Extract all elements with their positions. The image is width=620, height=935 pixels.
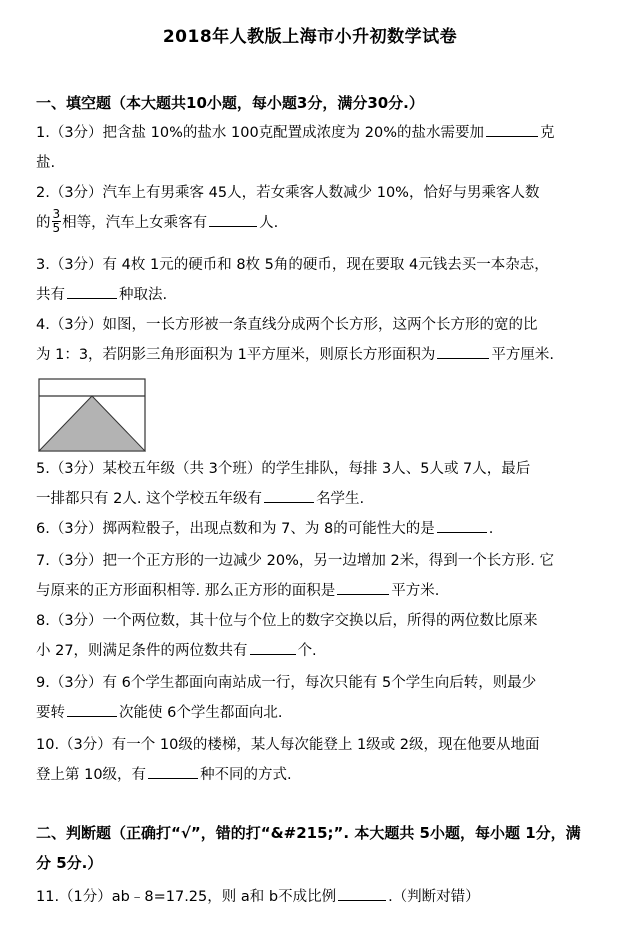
answer-blank bbox=[437, 340, 489, 359]
fraction-numerator: 3 bbox=[52, 206, 61, 221]
page-title: 2018年人教版上海市小升初数学试卷 bbox=[162, 27, 458, 47]
question-1-text-2: 盐. bbox=[36, 155, 56, 171]
question-2-unit: 人. bbox=[259, 215, 279, 231]
question-3-text-2: 共有 bbox=[36, 287, 65, 303]
question-8-text-2: 小 27，则满足条件的两位数共有 bbox=[36, 643, 248, 659]
answer-blank bbox=[264, 484, 314, 503]
question-10-text-3: 种不同的方式. bbox=[200, 767, 292, 783]
question-1-text: 1.（3分）把含盐 10%的盐水 100克配置成浓度为 20%的盐水需要加 bbox=[36, 125, 485, 141]
question-4-text: 4.（3分）如图，一长方形被一条直线分成两个长方形，这两个长方形的宽的比 bbox=[36, 317, 538, 333]
answer-blank bbox=[486, 118, 538, 137]
question-10-text-2: 登上第 10级，有 bbox=[36, 767, 147, 783]
question-11 bbox=[36, 882, 584, 912]
question-2 bbox=[36, 178, 584, 238]
question-7 bbox=[36, 546, 584, 606]
rectangle-figure bbox=[38, 378, 146, 452]
question-6-text: 6.（3分）掷两粒骰子，出现点数和为 7、为 8的可能性大的是 bbox=[36, 521, 435, 537]
answer-blank bbox=[67, 280, 117, 299]
question-10-text: 10.（3分）有一个 10级的楼梯，某人每次能登上 1级或 2级，现在他要从地面 bbox=[36, 737, 540, 753]
question-1-unit: 克 bbox=[540, 125, 555, 141]
question-3-text-3: 种取法. bbox=[119, 287, 168, 303]
answer-blank bbox=[148, 760, 198, 779]
question-6 bbox=[36, 514, 584, 544]
question-8 bbox=[36, 606, 584, 666]
section-2-heading-line-2: 分 5分.） bbox=[36, 854, 103, 872]
question-5-text-3: 名学生. bbox=[316, 491, 365, 507]
answer-blank bbox=[67, 698, 117, 717]
answer-blank bbox=[437, 514, 487, 533]
question-2-text: 2.（3分）汽车上有男乘客 45人，若女乘客人数减少 10%，恰好与男乘客人数 bbox=[36, 185, 540, 201]
question-6-text-2: . bbox=[488, 521, 494, 537]
question-11-text-2: .（判断对错） bbox=[388, 889, 480, 905]
question-2-text-2: 的 bbox=[36, 215, 51, 231]
question-9-text-2: 要转 bbox=[36, 705, 65, 721]
fraction-denominator: 5 bbox=[52, 220, 61, 235]
question-2-text-3: 相等，汽车上女乘客有 bbox=[62, 215, 208, 231]
fraction bbox=[52, 208, 62, 235]
question-8-unit: 个. bbox=[297, 643, 317, 659]
answer-blank bbox=[250, 636, 296, 655]
question-5-text-2: 一排都只有 2人. 这个学校五年级有 bbox=[36, 491, 263, 507]
question-4 bbox=[36, 310, 584, 370]
question-4-unit: 平方厘米. bbox=[491, 347, 555, 363]
answer-blank bbox=[337, 576, 389, 595]
section-2-heading bbox=[36, 818, 596, 878]
question-5-text: 5.（3分）某校五年级（共 3个班）的学生排队，每排 3人、5人或 7人，最后 bbox=[36, 461, 531, 477]
question-11-text: 11.（1分）ab﹣8=17.25，则 a和 b不成比例 bbox=[36, 889, 337, 905]
answer-blank bbox=[338, 882, 386, 901]
question-7-text: 7.（3分）把一个正方形的一边减少 20%，另一边增加 2米，得到一个长方形. 它 bbox=[36, 553, 554, 569]
question-9 bbox=[36, 668, 584, 728]
question-8-text: 8.（3分）一个两位数，其十位与个位上的数字交换以后，所得的两位数比原来 bbox=[36, 613, 538, 629]
question-4-text-2: 为 1：3，若阴影三角形面积为 1平方厘米，则原长方形面积为 bbox=[36, 347, 436, 363]
question-7-unit: 平方米. bbox=[391, 583, 440, 599]
question-1 bbox=[36, 118, 584, 178]
question-10 bbox=[36, 730, 584, 790]
section-1-heading: 一、填空题（本大题共10小题，每小题3分，满分30分.） bbox=[36, 94, 424, 112]
section-2-heading-line-1: 二、判断题（正确打“√”，错的打“&#215;”. 本大题共 5小题，每小题 1分，满 bbox=[36, 824, 581, 842]
question-5 bbox=[36, 454, 584, 514]
question-3 bbox=[36, 250, 584, 310]
question-3-text: 3.（3分）有 4枚 1元的硬币和 8枚 5角的硬币，现在要取 4元钱去买一本杂志， bbox=[36, 257, 549, 273]
question-9-text-3: 次能使 6个学生都面向北. bbox=[119, 705, 283, 721]
question-7-text-2: 与原来的正方形面积相等. 那么正方形的面积是 bbox=[36, 583, 336, 599]
answer-blank bbox=[209, 208, 257, 227]
question-9-text: 9.（3分）有 6个学生都面向南站成一行，每次只能有 5个学生向后转，则最少 bbox=[36, 675, 537, 691]
